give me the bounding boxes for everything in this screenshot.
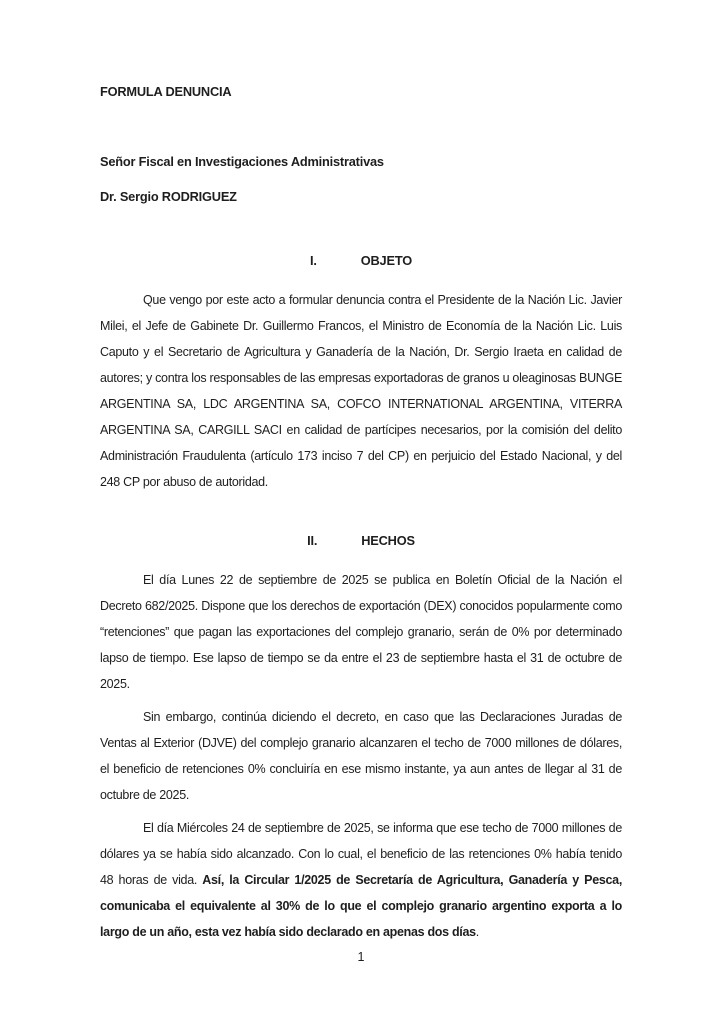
addressee-name: Dr. Sergio RODRIGUEZ	[100, 189, 237, 204]
section-heading-objeto	[100, 251, 622, 271]
page-footer	[0, 948, 722, 966]
text-run: Sin embargo, continúa diciendo el decreto, en caso que las Declaraciones Juradas de Ventas al Exterior (DJVE) del complejo granario alcanzaren el techo de 7000 millones de dólares, el beneficio de retenciones 0% concluiría en ese mismo instante, ya aun antes de llegar al 31 de octubre de 2025.	[100, 710, 622, 802]
paragraph-hechos-2	[100, 704, 622, 808]
section-hechos	[100, 531, 622, 945]
section-number: I.	[310, 253, 317, 268]
paragraph-hechos-1	[100, 567, 622, 697]
document-title: FORMULA DENUNCIA	[100, 84, 232, 99]
section-title: HECHOS	[361, 533, 415, 548]
section-number: II.	[307, 533, 318, 548]
paragraph-hechos-3	[100, 815, 622, 945]
text-run: El día Lunes 22 de septiembre de 2025 se publica en Boletín Oficial de la Nación el Decreto 682/2025. Dispone que los derechos de exportación (DEX) conocidos popularmente como “retenciones” que pagan las exportaciones del complejo granario, serán de 0% por determinado lapso de tiempo. Ese lapso de tiempo se da entre el 23 de septiembre hasta el 31 de octubre de 2025.	[100, 573, 622, 691]
text-run: Que vengo por este acto a formular denuncia contra el Presidente de la Nación Lic. Javier Milei, el Jefe de Gabinete Dr. Guillermo Francos, el Ministro de Economía de la Nación Lic. Luis Caputo y el Secretario de Agricultura y Ganadería de la Nación, Dr. Sergio Iraeta en calidad de autores; y contra los responsables de las empresas exportadoras de granos u oleaginosas BUNGE ARGENTINA SA, LDC ARGENTINA SA, COFCO INTERNATIONAL ARGENTINA, VITERRA ARGENTINA SA, CARGILL SACI en calidad de partícipes necesarios, por la comisión del delito Administración Fraudulenta (artículo 173 inciso 7 del CP) en perjuicio del Estado Nacional, y del 248 CP por abuso de autoridad.	[100, 293, 622, 489]
addressee-role: Señor Fiscal en Investigaciones Administrativas	[100, 154, 384, 169]
paragraph-objeto-1	[100, 287, 622, 495]
text-run: .	[475, 925, 479, 939]
section-heading-hechos	[100, 531, 622, 551]
bold-text-run: Así, la Circular 1/2025 de Secretaría de Agricultura, Ganadería y Pesca, comunicaba el equivalente al 30% de lo que el complejo granario argentino exporta a lo largo de un año, esta vez había sido declarado en apenas dos días	[100, 873, 622, 939]
page-number: 1	[357, 950, 365, 964]
document-header	[100, 82, 622, 207]
text-run: El día Miércoles 24 de septiembre de 2025, se informa que ese techo de 7000 millones de dólares ya se había sido alcanzado. Con lo cual, el beneficio de las retenciones 0% había tenido 48 horas de vida.	[100, 821, 622, 887]
section-title: OBJETO	[360, 253, 412, 268]
section-objeto	[100, 251, 622, 495]
